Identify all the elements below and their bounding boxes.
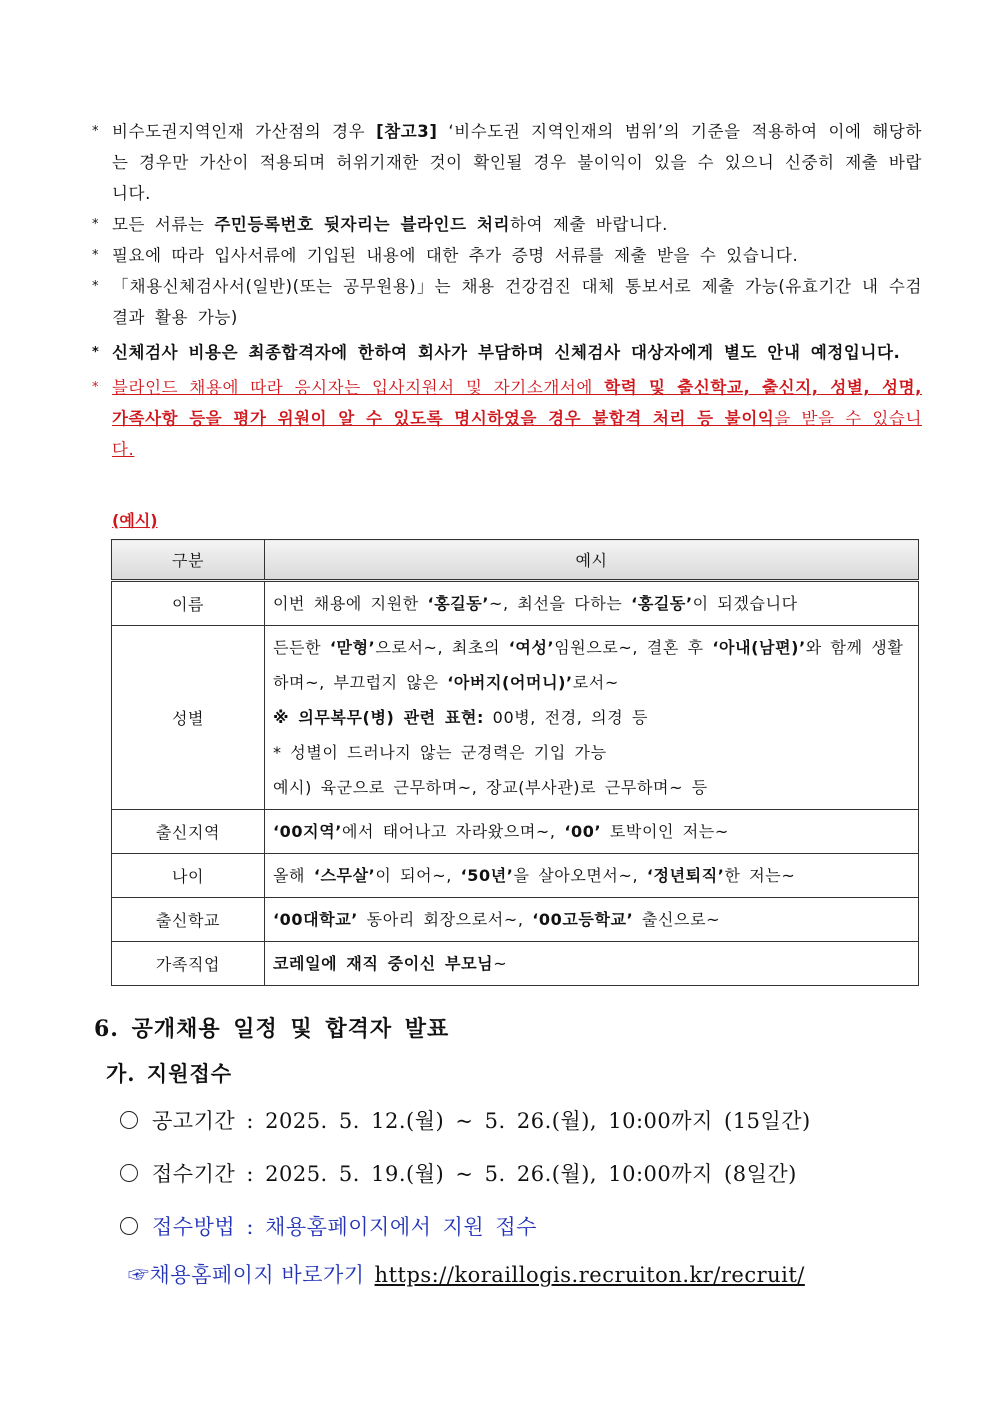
item-label: 공고기간 bbox=[152, 1109, 236, 1133]
text: 에서 태어나고 자라왔으며~, bbox=[341, 822, 565, 841]
text: ~ bbox=[493, 954, 508, 973]
row-example bbox=[265, 942, 919, 986]
homepage-link-label: ☞채용홈페이지 바로가기 bbox=[128, 1263, 365, 1287]
text: 블라인드 채용에 따라 응시자는 입사지원서 및 자기소개서에 bbox=[112, 378, 605, 397]
text: 이번 채용에 지원한 bbox=[273, 594, 428, 613]
asterisk-marker: * bbox=[92, 380, 100, 395]
text: 올해 bbox=[273, 866, 314, 885]
bold-text: ‘00지역’ bbox=[273, 822, 342, 841]
text: ~, 최선을 다하는 bbox=[489, 594, 632, 613]
bold-text: ‘홍길동’ bbox=[427, 594, 490, 613]
schedule-item-method bbox=[120, 1211, 537, 1241]
example-line bbox=[273, 770, 910, 805]
item-sep: : bbox=[246, 1109, 254, 1133]
text: 이 되어~, bbox=[375, 866, 461, 885]
table-row bbox=[112, 626, 919, 810]
bold-text: ‘00대학교’ bbox=[273, 910, 358, 929]
table-row bbox=[112, 581, 919, 626]
text: 으로서~, 최초의 bbox=[375, 638, 509, 657]
bold-text: ‘맏형’ bbox=[329, 638, 376, 657]
schedule-item-notice bbox=[120, 1105, 811, 1135]
text: 토박이인 저는~ bbox=[601, 822, 729, 841]
table-row bbox=[112, 898, 919, 942]
example-line bbox=[273, 735, 910, 770]
bold-text: ‘00’ bbox=[564, 822, 602, 841]
text: 00병, 전경, 의경 등 bbox=[484, 708, 649, 727]
row-category: 출신지역 bbox=[112, 810, 265, 854]
text: 을 살아오면서~, bbox=[513, 866, 647, 885]
item-label: 접수방법 bbox=[152, 1215, 236, 1239]
text: 로서~ bbox=[572, 673, 619, 692]
example-label: (예시) bbox=[112, 511, 158, 530]
row-category: 성별 bbox=[112, 626, 265, 810]
text: 하여 제출 바랍니다. bbox=[510, 215, 668, 234]
circle-bullet-icon bbox=[120, 1111, 138, 1129]
asterisk-marker: * bbox=[92, 345, 100, 360]
note-item bbox=[92, 271, 922, 333]
homepage-link[interactable]: https://koraillogis.recruiton.kr/recruit/ bbox=[374, 1263, 805, 1287]
text: 필요에 따라 입사서류에 기입된 내용에 대한 추가 증명 서류를 제출 받을 수 있습니다. bbox=[112, 246, 799, 265]
row-category: 이름 bbox=[112, 581, 265, 626]
bold-text: ‘아내(남편)’ bbox=[712, 638, 806, 657]
example-line bbox=[273, 630, 910, 700]
schedule-item-receipt bbox=[120, 1158, 797, 1188]
note-item bbox=[92, 337, 922, 368]
item-value: 채용홈페이지에서 지원 접수 bbox=[265, 1215, 537, 1239]
row-category: 출신학교 bbox=[112, 898, 265, 942]
example-table bbox=[111, 539, 919, 986]
text: 든든한 bbox=[273, 638, 330, 657]
row-category: 가족직업 bbox=[112, 942, 265, 986]
item-sep: : bbox=[246, 1162, 254, 1186]
item-value: 2025. 5. 19.(월) ~ 5. 26.(월), 10:00까지 (8일간) bbox=[265, 1162, 797, 1186]
bold-text: 신체검사 비용은 최종합격자에 한하여 회사가 부담하며 신체검사 대상자에게 별도 안내 예정입니다. bbox=[112, 343, 901, 362]
table-row bbox=[112, 854, 919, 898]
example-line bbox=[273, 700, 910, 735]
note-item bbox=[92, 372, 922, 465]
section-heading: 6. 공개채용 일정 및 합격자 발표 bbox=[94, 1016, 450, 1042]
item-label: 접수기간 bbox=[152, 1162, 236, 1186]
text: 비수도권지역인재 가산점의 경우 bbox=[112, 122, 377, 141]
row-example bbox=[265, 898, 919, 942]
text: * 성별이 드러나지 않는 군경력은 기입 가능 bbox=[273, 743, 607, 762]
text: 을 받을 수 있습니다. bbox=[112, 409, 922, 459]
text: 이 되겠습니다 bbox=[692, 594, 798, 613]
text: 출신으로~ bbox=[633, 910, 721, 929]
bold-text: ‘홍길동’ bbox=[631, 594, 693, 613]
note-item bbox=[92, 116, 922, 209]
row-example bbox=[265, 810, 919, 854]
example-line bbox=[273, 586, 910, 621]
bold-text: ‘아버지(어머니)’ bbox=[447, 673, 573, 692]
example-line bbox=[273, 814, 910, 849]
example-line bbox=[273, 902, 910, 937]
header-example: 예시 bbox=[265, 540, 919, 581]
bold-text: ‘50년’ bbox=[460, 866, 514, 885]
note-item bbox=[92, 209, 922, 240]
text: 동아리 회장으로서~, bbox=[358, 910, 533, 929]
notes-list bbox=[92, 116, 922, 465]
table-row bbox=[112, 942, 919, 986]
row-category: 나이 bbox=[112, 854, 265, 898]
text: ‘비수도권 지역인재의 범위’의 기준을 적용하여 이에 해당하는 경우만 가산이 적용되며 허위기재한 것이 확인될 경우 불이익이 있을 수 있으니 신중히 제출 바랍니다. bbox=[112, 122, 922, 203]
text: 와 함께 생활하며~, 부끄럽지 않은 bbox=[273, 638, 904, 692]
note-item bbox=[92, 240, 922, 271]
row-example bbox=[265, 626, 919, 810]
bold-text: ‘00고등학교’ bbox=[532, 910, 634, 929]
section-subheading: 가. 지원접수 bbox=[106, 1061, 233, 1086]
text: 모든 서류는 bbox=[112, 215, 215, 234]
bold-text: ※ 의무복무(병) 관련 표현: bbox=[273, 708, 484, 727]
circle-bullet-icon bbox=[120, 1217, 138, 1235]
row-example bbox=[265, 581, 919, 626]
header-category: 구분 bbox=[112, 540, 265, 581]
asterisk-marker: * bbox=[92, 248, 100, 263]
asterisk-marker: * bbox=[92, 279, 100, 294]
text: 예시) 육군으로 근무하며~, 장교(부사관)로 근무하며~ 등 bbox=[273, 778, 708, 797]
bold-text: ‘정년퇴직’ bbox=[646, 866, 725, 885]
item-value: 2025. 5. 12.(월) ~ 5. 26.(월), 10:00까지 (15일간) bbox=[265, 1109, 811, 1133]
bold-text: [참고3] bbox=[376, 122, 438, 141]
circle-bullet-icon bbox=[120, 1164, 138, 1182]
bold-text: ‘여성’ bbox=[508, 638, 555, 657]
text: 「채용신체검사서(일반)(또는 공무원용)」는 채용 건강검진 대체 통보서로 제출 가능(유효기간 내 수검 결과 활용 가능) bbox=[112, 277, 922, 327]
text: 임원으로~, 결혼 후 bbox=[554, 638, 713, 657]
row-example bbox=[265, 854, 919, 898]
bold-text: 코레일에 재직 중이신 부모님 bbox=[273, 954, 494, 973]
text: 한 저는~ bbox=[724, 866, 796, 885]
asterisk-marker: * bbox=[92, 124, 100, 139]
asterisk-marker: * bbox=[92, 217, 100, 232]
homepage-link-row bbox=[128, 1259, 805, 1289]
bold-text: 주민등록번호 뒷자리는 블라인드 처리 bbox=[214, 215, 511, 234]
item-sep: : bbox=[246, 1215, 254, 1239]
bold-text: 학력 및 출신학교, 출신지, 성별, 성명, 가족사항 등을 평가 위원이 알 수 있도록 명시하였을 경우 불합격 처리 등 불이익 bbox=[112, 378, 922, 428]
table-row bbox=[112, 810, 919, 854]
table-header-row bbox=[112, 540, 919, 581]
example-line bbox=[273, 946, 910, 981]
example-line bbox=[273, 858, 910, 893]
bold-text: ‘스무살’ bbox=[313, 866, 376, 885]
